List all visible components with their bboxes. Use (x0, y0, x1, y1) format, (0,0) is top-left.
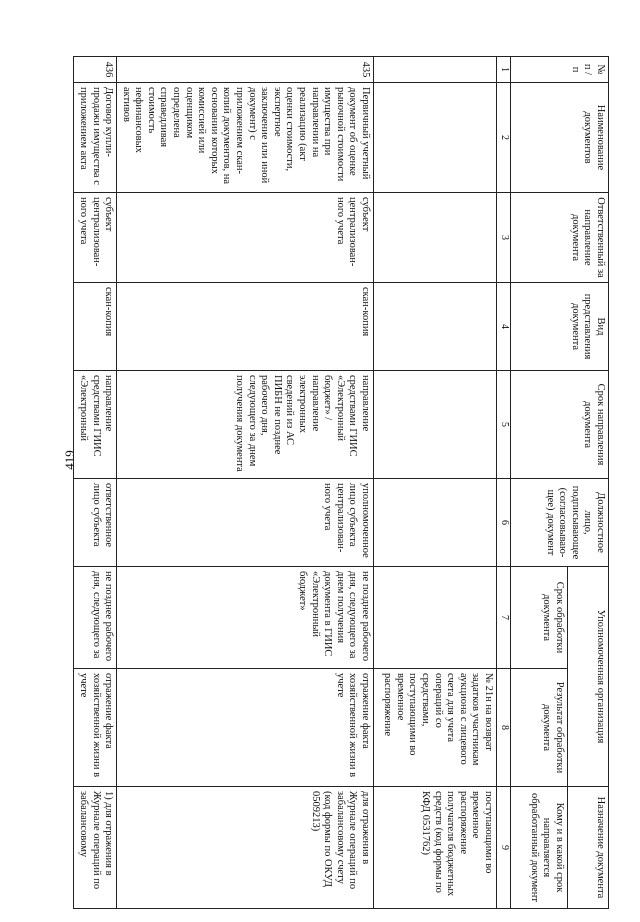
header-row (568, 57, 609, 909)
cell-recipient: 1) для отражения в Журнале операций по забалансовому (74, 787, 117, 909)
column-numbers-row (497, 57, 511, 909)
table-row (74, 57, 117, 909)
header-name: Наименование документов (511, 83, 609, 193)
cell-name: Договор купли-продажи имущества с приложением акта (74, 83, 117, 193)
column-number: 8 (497, 669, 511, 787)
column-number: 3 (497, 193, 511, 283)
header-recipient: Кому и в какой срок направляется обработанный документ (511, 787, 568, 909)
cell-responsible (374, 193, 497, 283)
cell-deadline: направление средствами ГИИС «Электронный бюджет» / направление электронных сведений из АС ПИБН не позднее рабочего дня, следующего за днем получения документа (117, 371, 374, 479)
column-number: 6 (497, 479, 511, 567)
cell-recipient: для отражения в Журнале операций по забалансовому счету (код формы по ОКУД 0509213) (117, 787, 374, 909)
column-number: 5 (497, 371, 511, 479)
table-row (374, 57, 497, 909)
header-no: № п / п (511, 57, 609, 83)
document-table (73, 56, 609, 909)
column-number: 7 (497, 567, 511, 669)
page-number: 419 (62, 450, 77, 470)
column-number: 2 (497, 83, 511, 193)
cell-responsible: субъект централизован-ного учета (117, 193, 374, 283)
header-responsible: Ответственный за направление документа (511, 193, 609, 283)
column-number: 9 (497, 787, 511, 909)
cell-official: уполномоченное лицо субъекта централизован-ного учета (117, 479, 374, 567)
header-deadline: Срок направления документа (511, 371, 609, 479)
cell-no: 435 (117, 57, 374, 83)
cell-form: скан-копия (117, 283, 374, 371)
header-result: Результат обработки документа (511, 669, 568, 787)
table-row (117, 57, 374, 909)
header-org-group: Уполномоченная организация (568, 567, 609, 787)
cell-result: № 21н на возврат задатков участникам аукциона с лицевого счета для учета операций со средствами, поступающими во временное распоряжение (374, 669, 497, 787)
column-number: 1 (497, 57, 511, 83)
column-number: 4 (497, 283, 511, 371)
cell-name (374, 83, 497, 193)
cell-deadline: направление средствами ГИИС «Электронный (74, 371, 117, 479)
cell-processing-time (374, 567, 497, 669)
header-form: Вид представления документа (511, 283, 609, 371)
cell-deadline (374, 371, 497, 479)
cell-form: скан-копия (74, 283, 117, 371)
header-processing-time: Срок обработки документа (511, 567, 568, 669)
rotated-page-content (77, 56, 609, 908)
cell-no: 436 (74, 57, 117, 83)
cell-no (374, 57, 497, 83)
header-purpose-group: Назначение документа (568, 787, 609, 909)
cell-result: отражение факта хозяйственной жизни в учете (117, 669, 374, 787)
cell-result: отражение факта хозяйственной жизни в учете (74, 669, 117, 787)
cell-official: ответственное лицо субъекта (74, 479, 117, 567)
cell-responsible: субъект централизован-ного учета (74, 193, 117, 283)
cell-form (374, 283, 497, 371)
cell-official (374, 479, 497, 567)
cell-recipient: поступающими во временное распоряжение получателя бюджетных средств (код формы по КФД 0531762) (374, 787, 497, 909)
cell-processing-time: не позднее рабочего дня, следующего за днем получения документа в ГИИС «Электронный бюджет» (117, 567, 374, 669)
cell-name: Первичный учетный документ об оценке рыночной стоимости имущества при направлении на реализацию (акт оценки стоимости, экспертное заключение или иной документ) с приложением скан-копий документов, на основании которых комиссией или оценщиком определена справедливая стоимость нефинансовых активов (117, 83, 374, 193)
header-official: Должностное лицо, подписывающее (согласовываю-щее) документ (511, 479, 609, 567)
cell-processing-time: не позднее рабочего дня, следующего за (74, 567, 117, 669)
